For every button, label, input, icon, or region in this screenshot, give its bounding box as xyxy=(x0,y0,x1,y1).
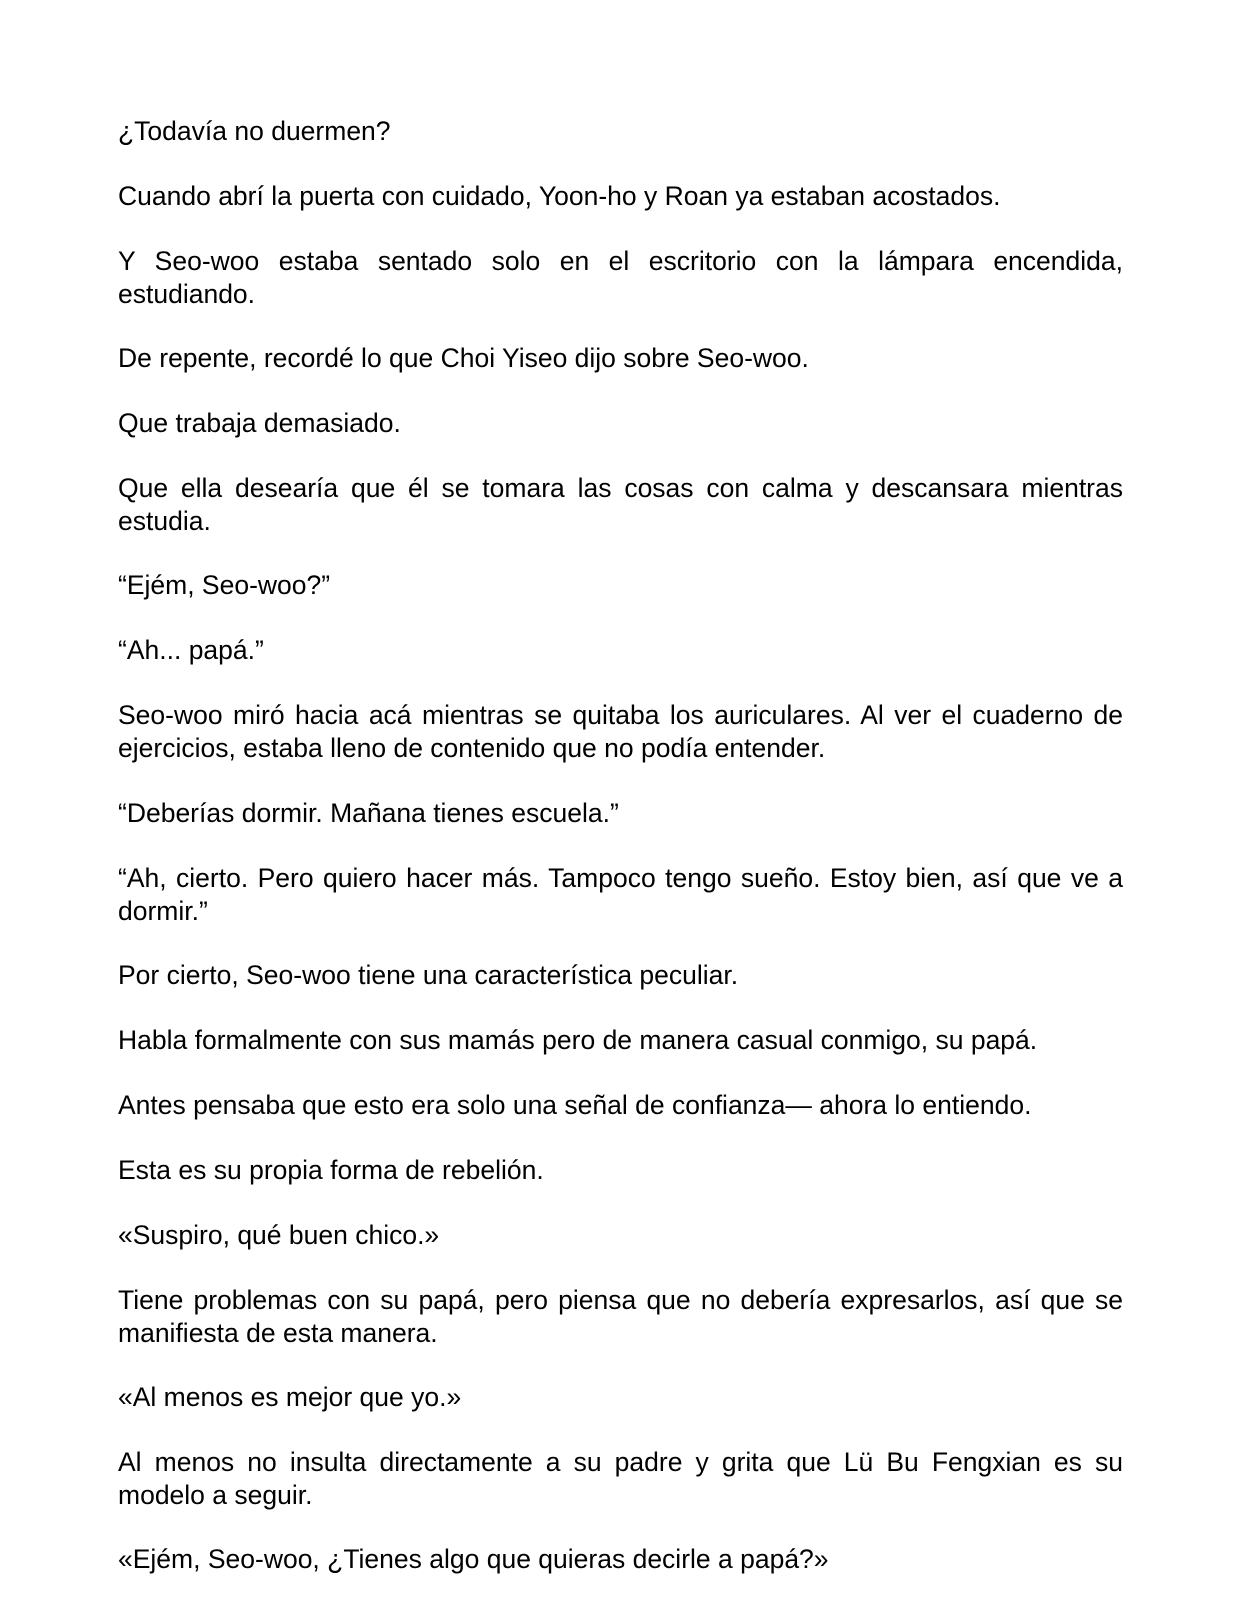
paragraph: Habla formalmente con sus mamás pero de manera casual conmigo, su papá. xyxy=(118,1025,1038,1055)
paragraph: Tiene problemas con su papá, pero piensa que no debería expresarlos, así que se manifiesta de esta manera. xyxy=(118,1285,1123,1348)
paragraph: “Ah, cierto. Pero quiero hacer más. Tampoco tengo sueño. Estoy bien, así que ve a dormir.” xyxy=(118,863,1123,926)
paragraph: Al menos no insulta directamente a su padre y grita que Lü Bu Fengxian es su modelo a seguir. xyxy=(118,1447,1123,1510)
paragraph: «Suspiro, qué buen chico.» xyxy=(118,1220,440,1250)
paragraph: Seo-woo miró hacia acá mientras se quitaba los auriculares. Al ver el cuaderno de ejercicios, estaba lleno de contenido que no podía entender. xyxy=(118,700,1123,763)
paragraph: “Ejém, Seo-woo?” xyxy=(118,570,331,600)
paragraph: «Al menos es mejor que yo.» xyxy=(118,1382,462,1412)
paragraph: Antes pensaba que esto era solo una señal de confianza— ahora lo entiendo. xyxy=(118,1090,1032,1120)
paragraph: Cuando abrí la puerta con cuidado, Yoon-ho y Roan ya estaban acostados. xyxy=(118,181,1001,211)
paragraph: ¿Todavía no duermen? xyxy=(118,116,391,146)
paragraph: Y Seo-woo estaba sentado solo en el escritorio con la lámpara encendida, estudiando. xyxy=(118,246,1123,309)
paragraph: «Ejém, Seo-woo, ¿Tienes algo que quieras decirle a papá?» xyxy=(118,1544,829,1574)
paragraph: Por cierto, Seo-woo tiene una característica peculiar. xyxy=(118,960,739,990)
paragraph: “Ah... papá.” xyxy=(118,635,264,665)
paragraph: Que ella desearía que él se tomara las cosas con calma y descansara mientras estudia. xyxy=(118,473,1123,536)
paragraph: “Deberías dormir. Mañana tienes escuela.” xyxy=(118,798,619,828)
paragraph: Que trabaja demasiado. xyxy=(118,408,401,438)
paragraph: Esta es su propia forma de rebelión. xyxy=(118,1155,544,1185)
paragraph: De repente, recordé lo que Choi Yiseo dijo sobre Seo-woo. xyxy=(118,343,809,373)
